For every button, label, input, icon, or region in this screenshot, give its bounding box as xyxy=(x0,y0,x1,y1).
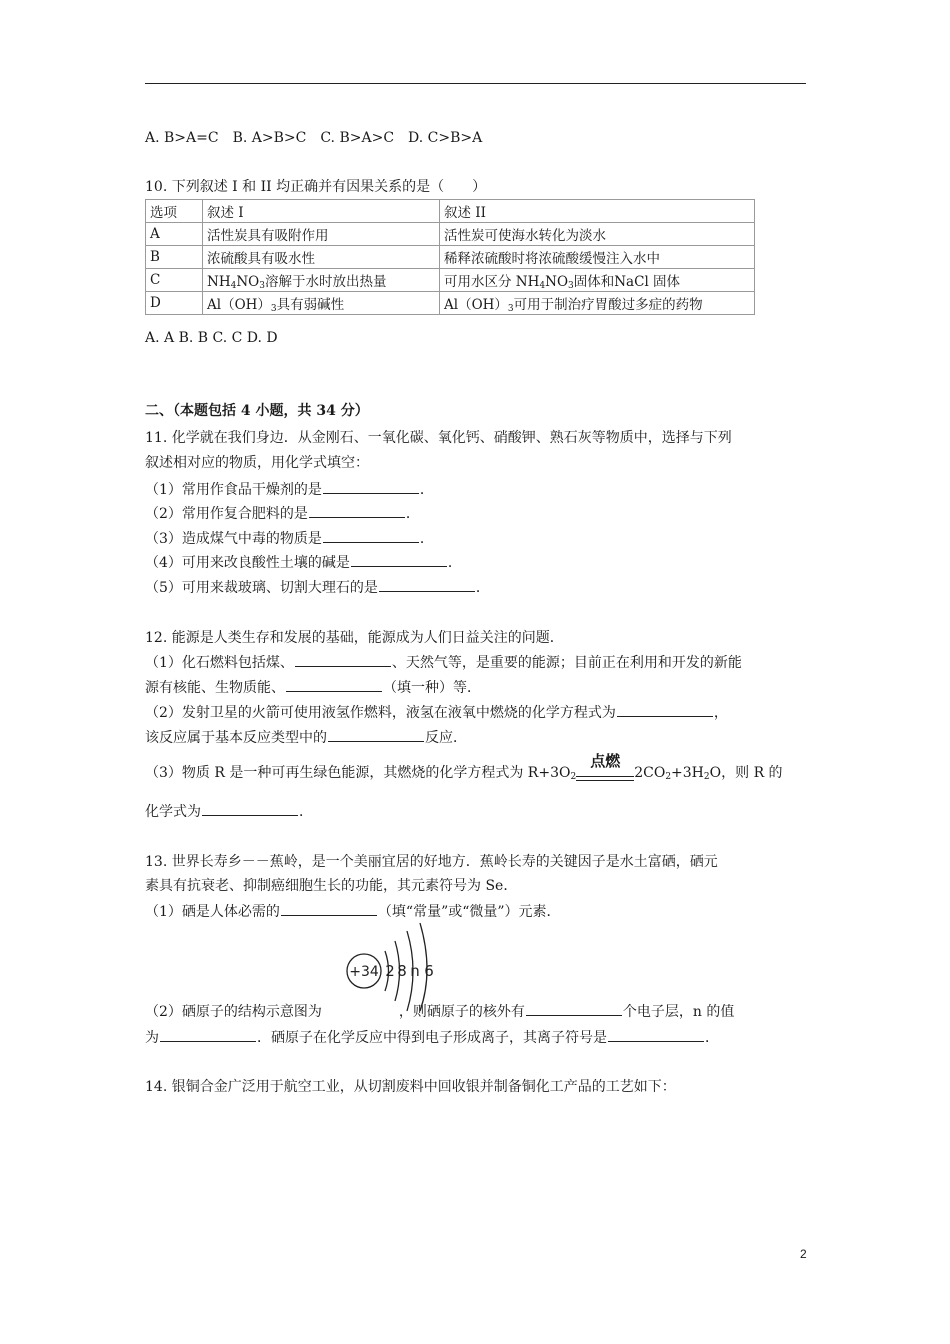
table-cell-statement1: 浓硫酸具有吸水性 xyxy=(203,246,440,269)
section-title: 二、（本题包括 4 小题，共 34 分） xyxy=(145,403,369,419)
table-cell-option: C xyxy=(146,269,203,292)
table-row xyxy=(146,246,755,269)
q12-part1-line1: （1）化石燃料包括煤、 、天然气等，是重要的能源；目前正在利用和开发的新能 xyxy=(145,652,742,673)
table-cell-option: A xyxy=(146,223,203,246)
q12-part2-line1: （2）发射卫星的火箭可使用液氢作燃料，液氢在液氧中燃烧的化学方程式为 ， xyxy=(145,702,728,723)
table-cell-statement2: $Al(OH)_3$可用于制治疗胃酸过多症的药物 xyxy=(440,292,755,315)
table-cell-statement1: $Al(OH)_3$具有弱碱性 xyxy=(203,292,440,315)
answer-blank[interactable] xyxy=(617,702,713,717)
page-number: 2 xyxy=(800,1247,807,1261)
table-row xyxy=(146,223,755,246)
answer-blank[interactable] xyxy=(379,577,475,592)
table-header-cell: 选项 xyxy=(146,200,203,223)
q9-options: A. B>A=C B. A>B>C C. B>A>C D. C>B>A xyxy=(145,130,483,146)
table-row xyxy=(146,292,755,315)
reaction-arrow xyxy=(576,752,634,787)
q10-options: A. A B. B C. C D. D xyxy=(145,330,278,346)
q12-line1: 12. 能源是人类生存和发展的基础，能源成为人们日益关注的问题． xyxy=(145,630,564,646)
q13-part2-line2: 为 ．硒原子在化学反应中得到电子形成离子，其离子符号是 ． xyxy=(145,1027,719,1048)
shell-electron-count: 2 xyxy=(385,962,395,980)
answer-blank[interactable] xyxy=(608,1027,704,1042)
answer-blank[interactable] xyxy=(323,528,419,543)
table-header-row xyxy=(146,200,755,223)
q12-part3-line1: （3）物质 R 是一种可再生绿色能源，其燃烧的化学方程式为 $R+3O_2$ 点燃 $2CO_2+3H_2O$，则 R 的 xyxy=(145,763,783,787)
answer-blank[interactable] xyxy=(323,479,419,494)
answer-blank[interactable] xyxy=(160,1027,256,1042)
q12-part2-line2: 该反应属于基本反应类型中的 反应． xyxy=(145,727,467,748)
q10-table xyxy=(145,199,755,315)
table-header-cell: 叙述 I xyxy=(203,200,440,223)
selenium-atom-structure-diagram xyxy=(342,895,452,1013)
answer-blank[interactable] xyxy=(309,503,405,518)
table-cell-statement2: 稀释浓硫酸时将浓硫酸缓慢注入水中 xyxy=(440,246,755,269)
q11-line2: 叙述相对应的物质，用化学式填空： xyxy=(145,455,369,471)
q11-item-5: （5）可用来裁玻璃、切割大理石的是 ． xyxy=(145,577,490,598)
shell-electron-count: n xyxy=(410,962,420,980)
q11-line1: 11. 化学就在我们身边．从金刚石、一氧化碳、氧化钙、硝酸钾、熟石灰等物质中，选择与下列 xyxy=(145,430,732,446)
q11-item-4: （4）可用来改良酸性土壤的碱是 ． xyxy=(145,552,462,573)
table-cell-statement1: $NH_4NO_3$溶解于水时放出热量 xyxy=(203,269,440,292)
q10-stem: 10. 下列叙述 I 和 II 均正确并有因果关系的是（ ） xyxy=(145,179,487,195)
table-cell-statement1: 活性炭具有吸附作用 xyxy=(203,223,440,246)
q13-line2: 素具有抗衰老、抑制癌细胞生长的功能，其元素符号为 Se． xyxy=(145,878,518,894)
header-rule xyxy=(145,83,806,84)
q11-item-3: （3）造成煤气中毒的物质是 ． xyxy=(145,528,434,549)
table-header-cell: 叙述 II xyxy=(440,200,755,223)
answer-blank[interactable] xyxy=(351,552,447,567)
q11-item-1: （1）常用作食品干燥剂的是 ． xyxy=(145,479,434,500)
q14-line1: 14. 银铜合金广泛用于航空工业，从切割废料中回收银并制备铜化工产品的工艺如下： xyxy=(145,1079,676,1095)
answer-blank[interactable] xyxy=(202,801,298,816)
q13-part2-line1: （2）硒原子的结构示意图为 ，则硒原子的核外有 个电子层，n 的值 xyxy=(145,1001,734,1022)
q12-part3-line2: 化学式为 ． xyxy=(145,801,313,822)
q11-item-2: （2）常用作复合肥料的是 ． xyxy=(145,503,420,524)
table-cell-option: B xyxy=(146,246,203,269)
answer-blank[interactable] xyxy=(295,652,391,667)
reaction-condition: 点燃 xyxy=(590,752,621,770)
shell-electron-count: 6 xyxy=(424,962,434,980)
q13-part1: （1）硒是人体必需的 （填“常量”或“微量”）元素． xyxy=(145,901,561,922)
q13-line1: 13. 世界长寿乡－－蕉岭，是一个美丽宜居的好地方．蕉岭长寿的关键因子是水土富硒，硒元 xyxy=(145,854,718,870)
table-row xyxy=(146,269,755,292)
table-cell-statement2: 可用水区分 $NH_4NO_3$固体和NaCl 固体 xyxy=(440,269,755,292)
table-cell-option: D xyxy=(146,292,203,315)
answer-blank[interactable] xyxy=(328,727,424,742)
table-cell-statement2: 活性炭可使海水转化为淡水 xyxy=(440,223,755,246)
atom-nucleus-label: +34 xyxy=(349,964,379,980)
answer-blank[interactable] xyxy=(526,1001,622,1016)
q12-part1-line2: 源有核能、生物质能、 （填一种）等． xyxy=(145,677,481,698)
shell-electron-count: 8 xyxy=(397,962,407,980)
answer-blank[interactable] xyxy=(286,677,382,692)
